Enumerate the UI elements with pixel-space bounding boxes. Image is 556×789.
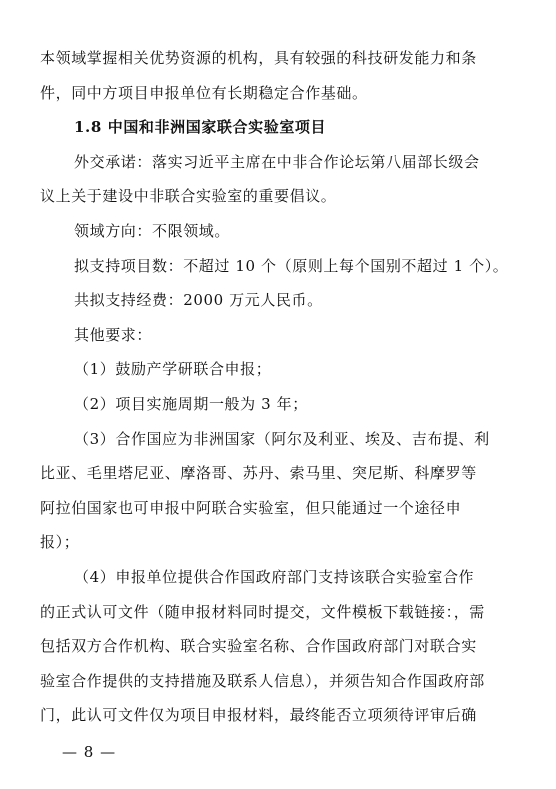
paragraph-line: 件，同中方项目申报单位有长期稳定合作基础。 [40,83,368,102]
requirement-item-line: 报）； [40,533,80,552]
field-direction: 领域方向：不限领域。 [74,222,231,240]
requirement-item: （4）申报单位提供合作国政府部门支持该联合实验室合作 [74,568,475,586]
paragraph-line: 本领域掌握相关优势资源的机构，具有较强的科技研发能力和条 [40,49,477,67]
project-count: 拟支持项目数：不超过 10 个（原则上每个国别不超过 1 个）。 [74,256,509,275]
requirement-item-line: 验室合作提供的支持措施及联系人信息），并须告知合作国政府部 [40,671,485,690]
commitment-line: 外交承诺：落实习近平主席在中非合作论坛第八届部长级会 [74,152,480,171]
commitment-line: 议上关于建设中非联合实验室的重要倡议。 [40,187,337,206]
requirement-item-line: 阿拉伯国家也可申报中阿联合实验室，但只能通过一个途径申 [40,498,462,517]
requirement-item-line: 的正式认可文件（随申报材料同时提交，文件模板下载链接：，需 [40,602,485,621]
page-number: — 8 — [62,743,117,761]
requirement-item-line: 比亚、毛里塔尼亚、摩洛哥、苏丹、索马里、突尼斯、科摩罗等 [40,464,477,483]
funding: 共拟支持经费：2000 万元人民币。 [74,291,323,310]
section-heading: 1.8 中国和非洲国家联合实验室项目 [74,118,327,137]
requirement-item-line: 包括双方合作机构、联合实验室名称、合作国政府部门对联合实 [40,637,477,656]
requirement-item: （2）项目实施周期一般为 3 年； [74,395,308,413]
requirement-item-line: 门，此认可文件仅为项目申报材料，最终能否立项须待评审后确 [40,706,477,725]
requirement-item: （3）合作国应为非洲国家（阿尔及利亚、埃及、吉布提、利 [74,429,490,448]
other-requirements-label: 其他要求： [74,325,153,344]
requirement-item: （1）鼓励产学研联合申报； [74,360,272,379]
